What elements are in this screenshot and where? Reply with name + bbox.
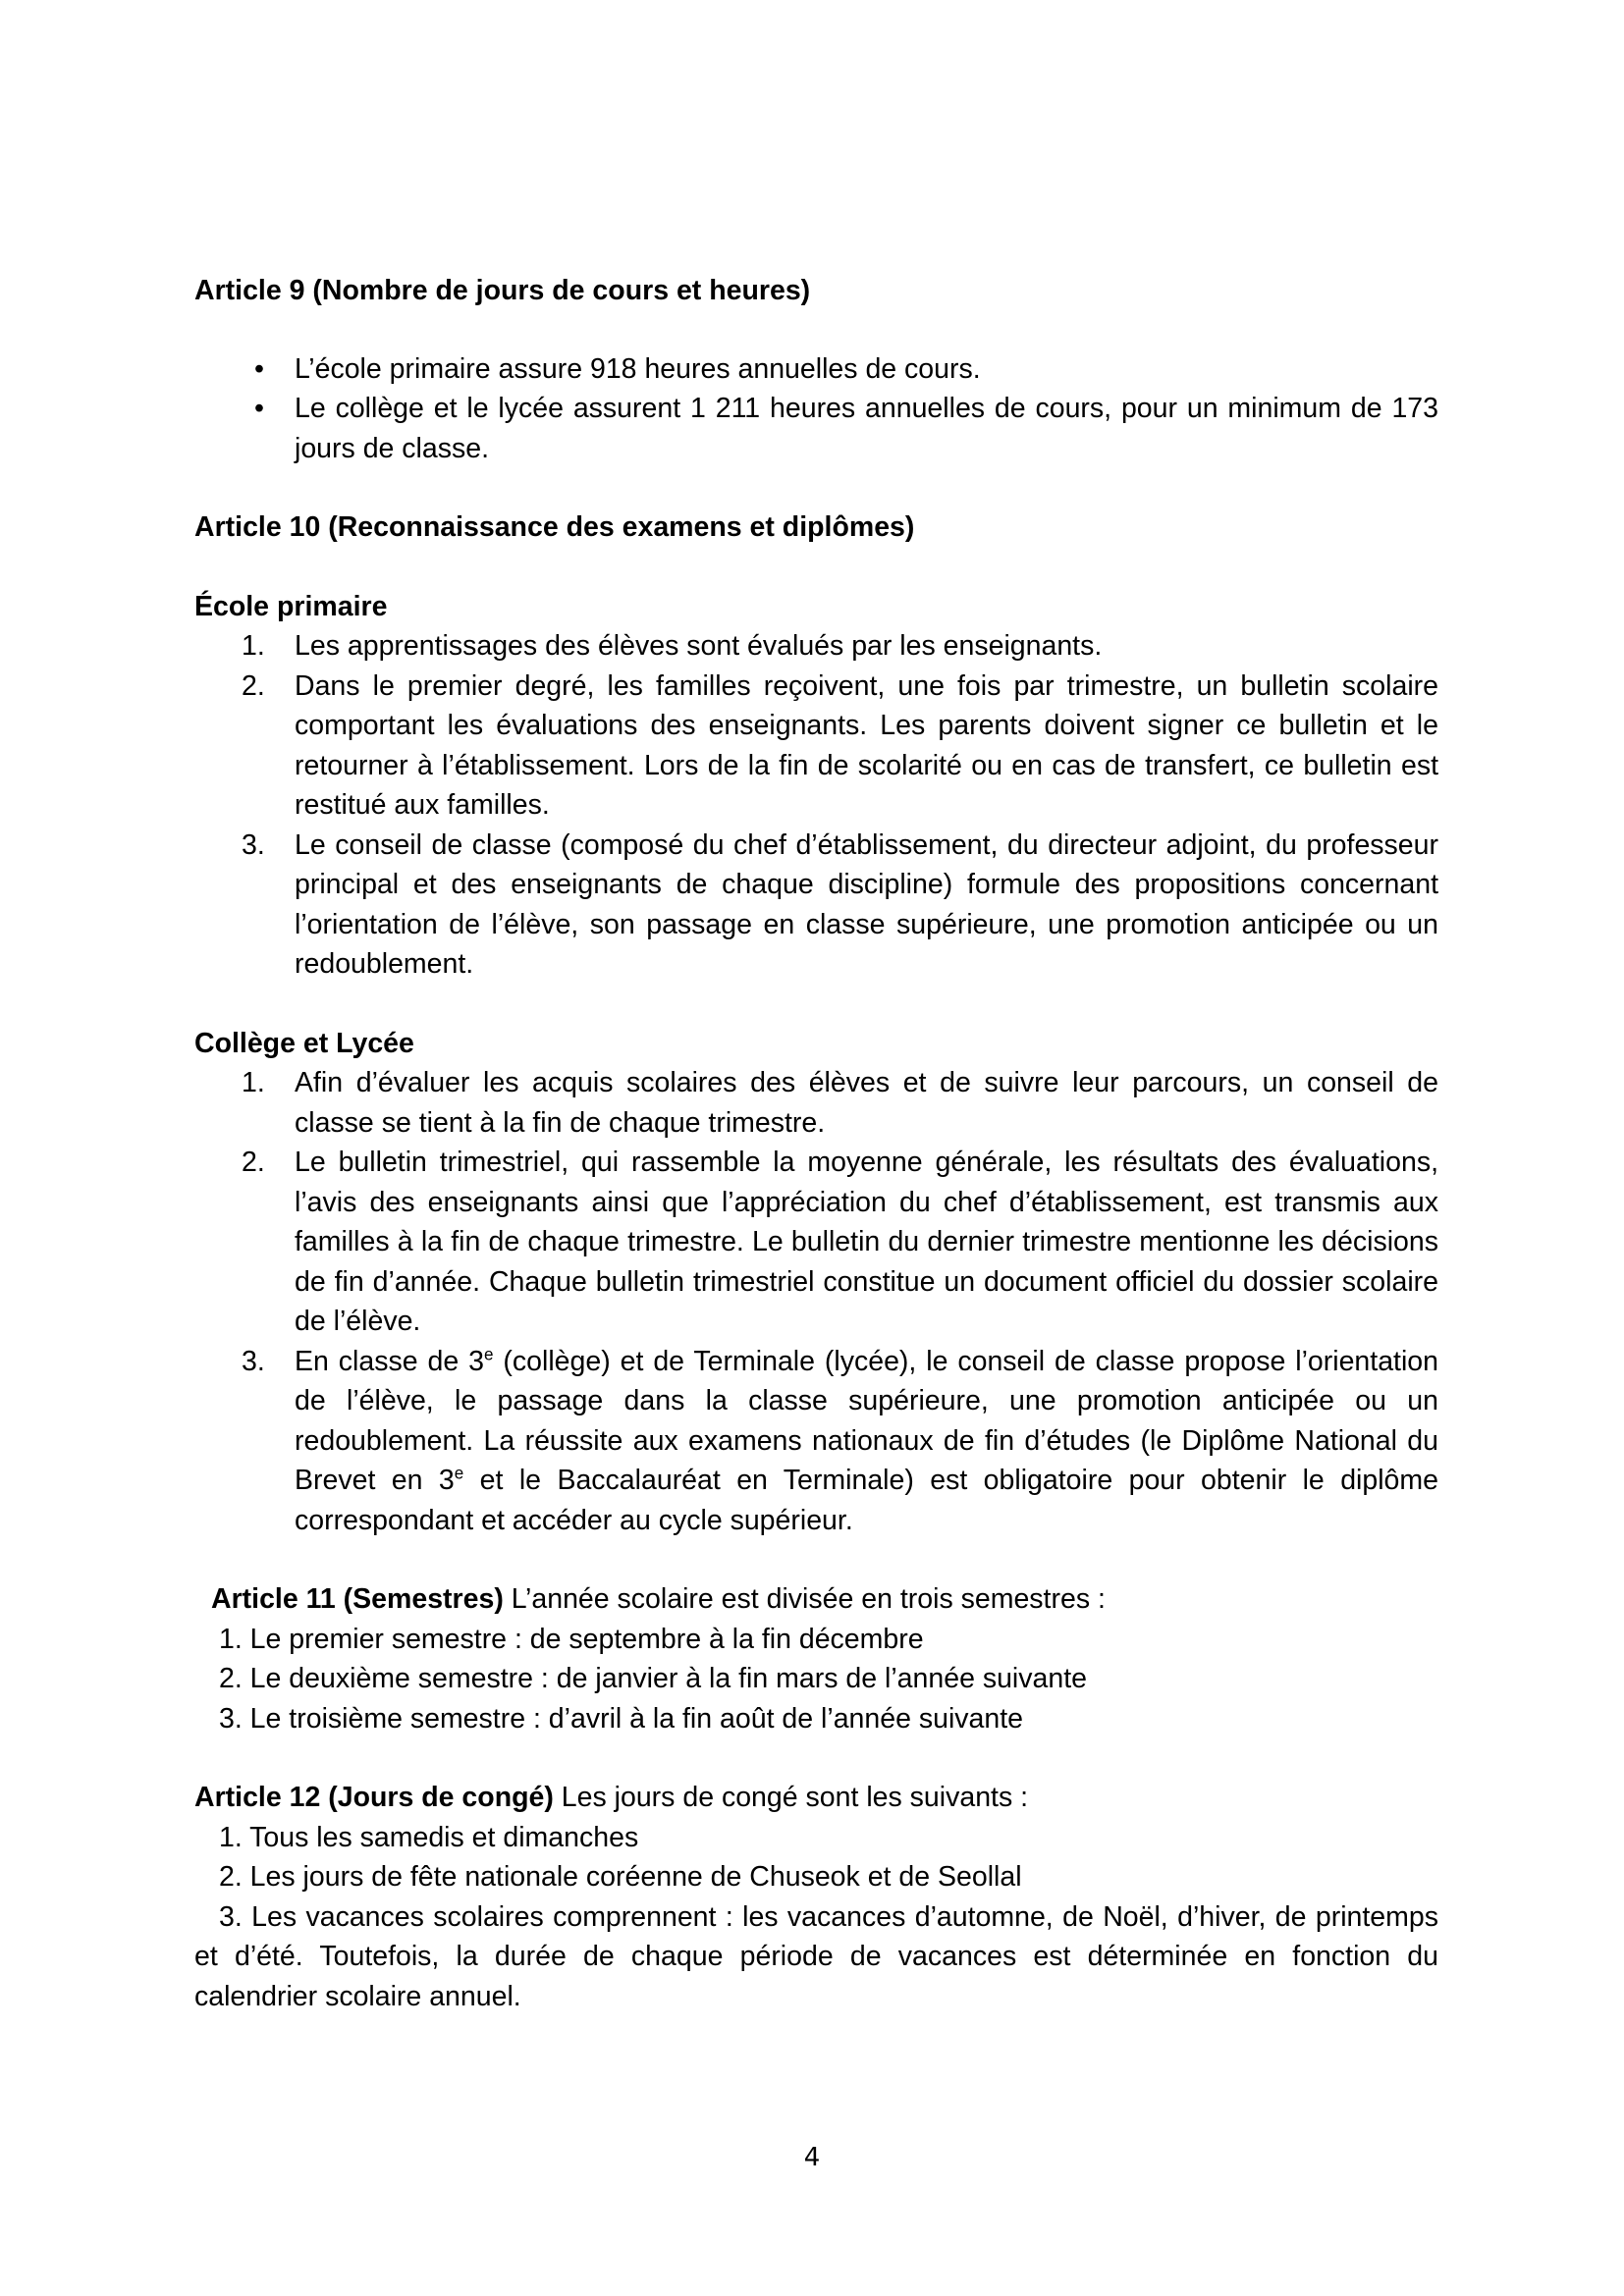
list-item [194,626,1438,667]
bullet-icon: • [254,393,264,424]
item-text-part: (collège) et de Terminale (lycée), le conseil de classe propose l’orientation de l’élève, le passage dans la classe supérieure, une promotion anticipée ou un redoublement. La réussite aux examens nationaux de fin d’études (le Diplôme National du Brevet en 3 [295,1345,1438,1496]
list-item [194,667,1438,826]
article-12-line [194,1778,1438,1818]
item-number: 3. [242,828,265,861]
item-number: 3. [242,1345,265,1377]
article-12-intro: Les jours de congé sont les suivants : [553,1782,1029,1813]
article-12-list [194,1818,1438,1897]
bullet-icon: • [254,352,264,385]
bullet-text: Le collège et le lycée assurent 1 211 heures annuelles de cours, pour un minimum de 173 jours de classe. [295,393,1438,464]
item-number: 2. [242,1147,265,1178]
list-item: 2. Le deuxième semestre : de janvier à la fin mars de l’année suivante [219,1663,1087,1694]
article-12-section [194,1778,1438,2016]
list-item: 3. Le troisième semestre : d’avril à la fin août de l’année suivante [219,1702,1024,1735]
list-item [194,1143,1438,1342]
item-number: 1. [242,630,265,662]
item-text: Les apprentissages des élèves sont évalués par les enseignants. [295,630,1103,662]
list-item [194,349,1438,390]
primary-school-list [194,626,1438,985]
page-number: 4 [803,2143,821,2172]
article-11-section [211,1579,1438,1738]
article-11-line [211,1579,1438,1620]
primary-school-subheading: École primaire [194,590,388,622]
article-11-intro: L’année scolaire est divisée en trois semestres : [503,1583,1106,1615]
article-11-heading: Article 11 (Semestres) [211,1583,504,1615]
bullet-text: L’école primaire assure 918 heures annuelles de cours. [295,352,981,385]
list-item [194,389,1438,468]
item-text: Le conseil de classe (composé du chef d’établissement, du directeur adjoint, du professeur principal et des enseignants de chaque discipline) formule des propositions concernant l’orientation de l’élève, son passage en classe supérieure, une promotion anticipée ou un redoublement. [295,828,1438,980]
superscript: e [454,1464,464,1483]
article-9-heading: Article 9 (Nombre de jours de cours et heures) [194,275,811,306]
list-item: 1. Le premier semestre : de septembre à la fin décembre [219,1623,924,1655]
secondary-school-list [194,1063,1438,1540]
article-9-bullet-list [194,349,1438,469]
item-number: 2. [242,669,265,702]
item-text-part: En classe de 3 [295,1345,484,1377]
page-content [194,271,1438,2016]
item-text [295,1346,1438,1536]
secondary-school-subheading: Collège et Lycée [194,1027,414,1059]
item-text: Le bulletin trimestriel, qui rassemble la moyenne générale, les résultats des évaluations, l’avis des enseignants ainsi que l’appréciation du chef d’établissement, est transmis aux familles à la fin de chaque trimestre. Le bulletin du dernier trimestre mentionne les décisions de fin d’année. Chaque bulletin trimestriel constitue un document officiel du dossier scolaire de l’élève. [295,1147,1438,1337]
article-12-item-3: 3. Les vacances scolaires comprennent : les vacances d’automne, de Noël, d’hiver, de printemps et d’été. Toutefois, la durée de chaque période de vacances est déterminée en fonction du calendrier scolaire annuel. [194,1900,1438,2012]
superscript: e [483,1345,494,1363]
list-item [194,1063,1438,1143]
list-item: 1. Tous les samedis et dimanches [219,1821,639,1853]
article-10-heading: Article 10 (Reconnaissance des examens et diplômes) [194,511,915,543]
list-item [194,1342,1438,1541]
article-12-heading: Article 12 (Jours de congé) [194,1782,554,1813]
article-11-list [194,1620,1438,1739]
item-text: Dans le premier degré, les familles reçoivent, une fois par trimestre, un bulletin scolaire comportant les évaluations des enseignants. Les parents doivent signer ce bulletin et le retourner à l’établissement. Lors de la fin de scolarité ou en cas de transfert, ce bulletin est restitué aux familles. [295,669,1438,821]
item-text-part: et le Baccalauréat en Terminale) est obligatoire pour obtenir le diplôme correspondant et accéder au cycle supérieur. [295,1465,1438,1536]
list-item: 2. Les jours de fête nationale coréenne de Chuseok et de Seollal [219,1861,1022,1893]
list-item [194,826,1438,985]
item-number: 1. [242,1067,265,1098]
item-text: Afin d’évaluer les acquis scolaires des élèves et de suivre leur parcours, un conseil de classe se tient à la fin de chaque trimestre. [295,1067,1438,1139]
